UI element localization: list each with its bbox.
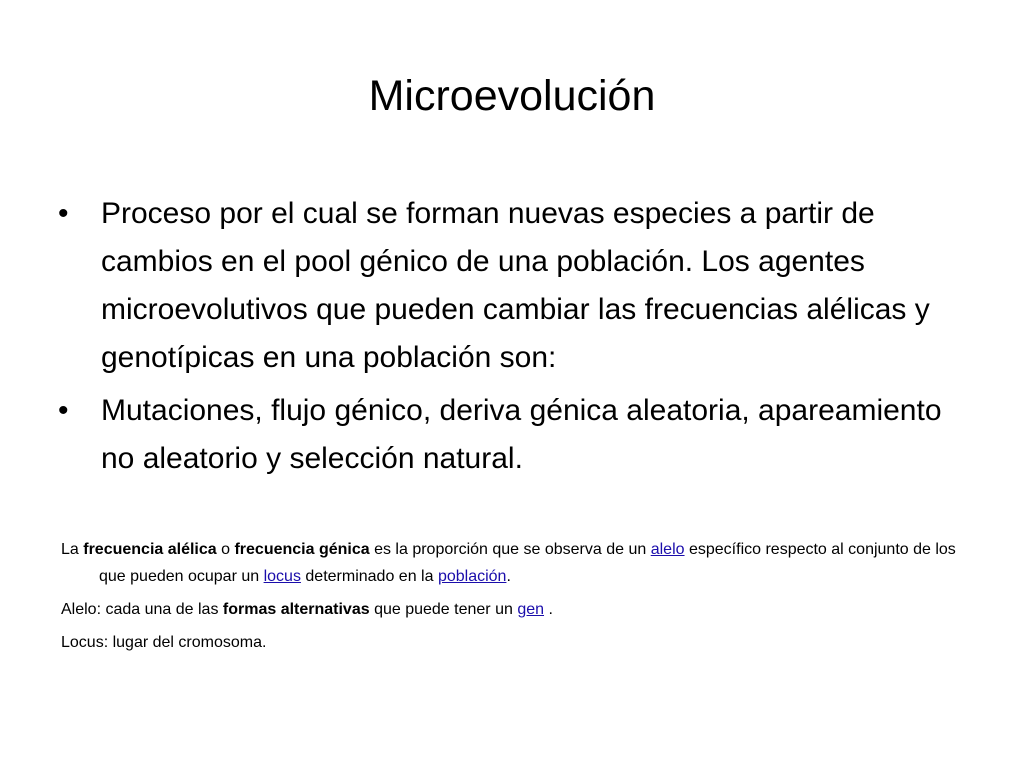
note-text: . [506, 568, 511, 585]
note-text: Locus: lugar del cromosoma. [61, 634, 267, 651]
link-poblacion[interactable]: población [437, 568, 507, 585]
bullet-item [56, 190, 976, 382]
note-text: La [61, 541, 84, 558]
bullet-text: Mutaciones, flujo génico, deriva génica aleatoria, apareamiento no aleatorio y selección natural. [101, 394, 942, 475]
note-frecuencia-alelica [61, 536, 961, 590]
note-bold-term: formas alternativas [222, 601, 370, 618]
note-text: que puede tener un [369, 601, 518, 618]
link-locus[interactable]: locus [263, 568, 301, 585]
bullet-marker: • [58, 394, 69, 427]
link-gen[interactable]: gen [517, 601, 545, 618]
bullet-item [56, 387, 976, 483]
bullet-list [56, 190, 976, 488]
note-text: específico respecto al conjunto de los que pueden ocupar un [99, 541, 956, 585]
note-text: o [216, 541, 235, 558]
bullet-marker: • [58, 197, 69, 230]
bullet-text: Proceso por el cual se forman nuevas especies a partir de cambios en el pool génico de una población. Los agentes microevolutivos que pueden cambiar las frecuencias alélicas y genotípicas en una población son: [101, 197, 930, 374]
slide-title: Microevolución [368, 72, 656, 120]
note-bold-term: frecuencia alélica [83, 541, 217, 558]
link-alelo[interactable]: alelo [650, 541, 685, 558]
note-text: determinado en la [300, 568, 438, 585]
note-text: es la proporción que se observa de un [369, 541, 651, 558]
notes [61, 536, 961, 662]
note-alelo [61, 596, 961, 623]
note-text: . [544, 601, 553, 618]
note-text: Alelo: cada una de las [61, 601, 223, 618]
note-locus [61, 629, 961, 656]
note-bold-term: frecuencia génica [234, 541, 370, 558]
